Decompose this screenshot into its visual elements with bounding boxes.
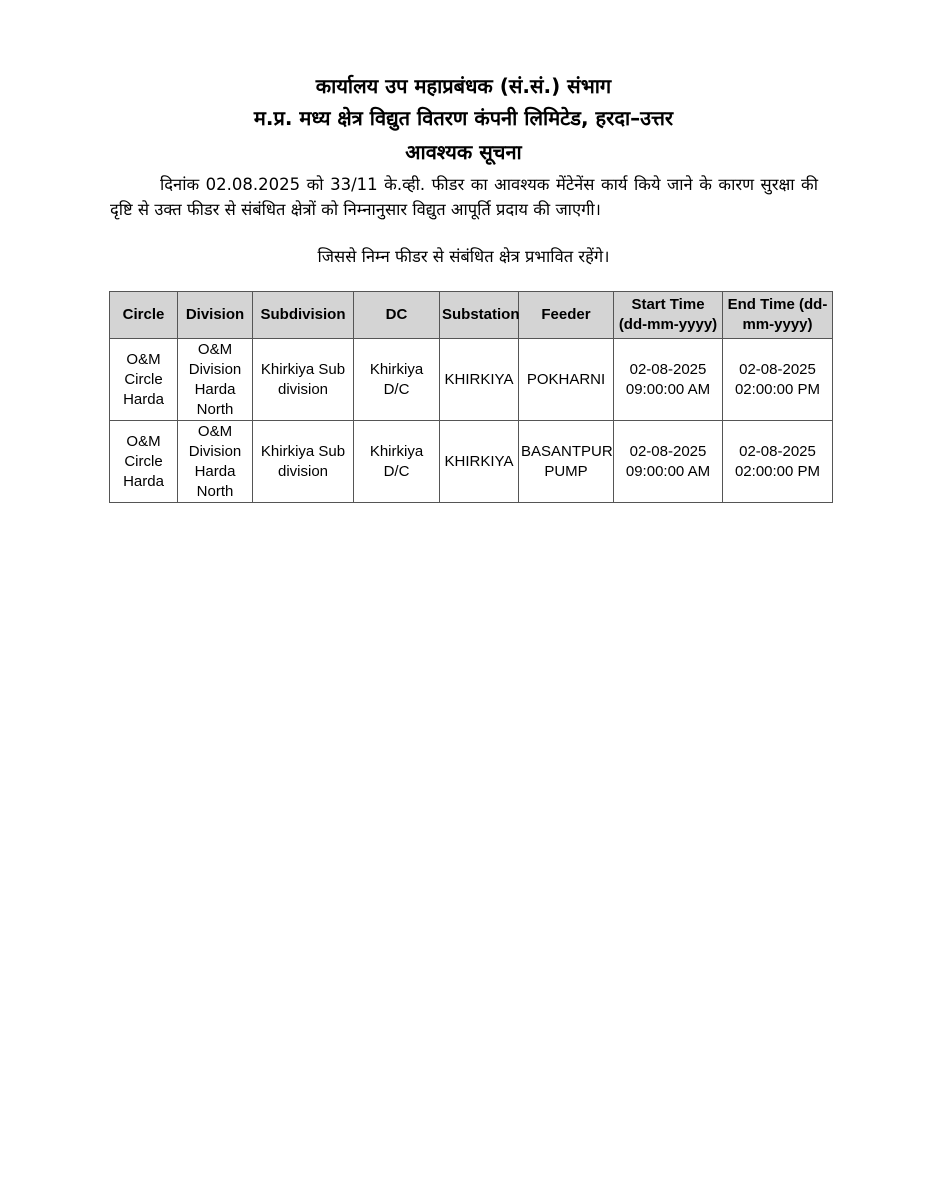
cell-subdivision: Khirkiya Sub division (253, 339, 354, 421)
cell-dc: Khirkiya D/C (354, 421, 440, 503)
cell-circle: O&M Circle Harda (110, 421, 178, 503)
table-row (110, 339, 833, 421)
cell-dc: Khirkiya D/C (354, 339, 440, 421)
cell-division: O&M Division Harda North (178, 339, 253, 421)
outage-table (109, 291, 833, 503)
col-header-circle: Circle (110, 292, 178, 339)
col-header-feeder: Feeder (519, 292, 614, 339)
col-header-division: Division (178, 292, 253, 339)
table-header-row (110, 292, 833, 339)
cell-start-time: 02-08-2025 09:00:00 AM (614, 421, 723, 503)
cell-start-time: 02-08-2025 09:00:00 AM (614, 339, 723, 421)
cell-feeder: BASANTPUR PUMP (519, 421, 614, 503)
cell-circle: O&M Circle Harda (110, 339, 178, 421)
cell-end-time: 02-08-2025 02:00:00 PM (723, 421, 833, 503)
company-name: म.प्र. मध्य क्षेत्र विद्युत वितरण कंपनी लिमिटेड, हरदा–उत्तर (253, 106, 674, 130)
table-row (110, 421, 833, 503)
notice-title: आवश्यक सूचना (405, 140, 522, 164)
affected-areas-line: जिससे निम्न फीडर से संबंधित क्षेत्र प्रभावित रहेंगे। (317, 247, 610, 266)
cell-subdivision: Khirkiya Sub division (253, 421, 354, 503)
cell-end-time: 02-08-2025 02:00:00 PM (723, 339, 833, 421)
col-header-dc: DC (354, 292, 440, 339)
col-header-start-time: Start Time (dd-mm-yyyy) (614, 292, 723, 339)
office-name: कार्यालय उप महाप्रबंधक (सं.सं.) संभाग (315, 74, 612, 98)
cell-division: O&M Division Harda North (178, 421, 253, 503)
notice-paragraph: दिनांक 02.08.2025 को 33/11 के.व्ही. फीडर का आवश्यक मेंटेनेंस कार्य किये जाने के कारण सुरक्षा की दृष्टि से उक्त फीडर से संबंधित क्षेत्रों को निम्नानुसार विद्युत आपूर्ति प्रदाय की जाएगी। (110, 175, 818, 219)
col-header-subdivision: Subdivision (253, 292, 354, 339)
cell-substation: KHIRKIYA (440, 421, 519, 503)
col-header-end-time: End Time (dd-mm-yyyy) (723, 292, 833, 339)
cell-feeder: POKHARNI (519, 339, 614, 421)
cell-substation: KHIRKIYA (440, 339, 519, 421)
col-header-substation: Substation (440, 292, 519, 339)
